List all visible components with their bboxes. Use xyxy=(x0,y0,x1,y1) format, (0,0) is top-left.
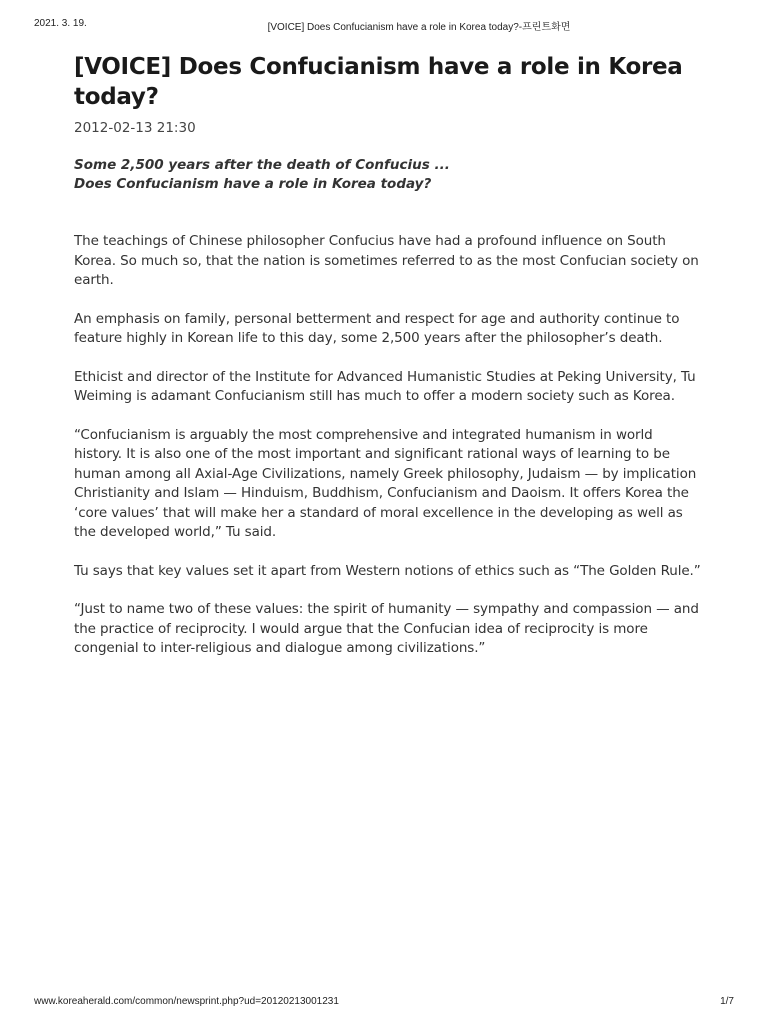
article-paragraph: Tu says that key values set it apart from Western notions of ethics such as “The Golden Rule.” xyxy=(74,562,701,579)
print-url[interactable]: www.koreaherald.com/common/newsprint.php?ud=20120213001231 xyxy=(34,996,339,1007)
print-footer xyxy=(34,996,734,1010)
article-subhead xyxy=(74,156,704,194)
article-paragraph: An emphasis on family, personal betterment and respect for age and authority continue to feature highly in Korean life to this day, some 2,500 years after the philosopher’s death. xyxy=(74,310,680,346)
print-page-title: [VOICE] Does Confucianism have a role in Korea today?-프린트화면 xyxy=(267,22,571,33)
article-headline: [VOICE] Does Confucianism have a role in Korea today? xyxy=(74,54,683,110)
article-paragraph: “Just to name two of these values: the spirit of humanity — sympathy and compassion — and the practice of reciprocity. I would argue that the Confucian idea of reciprocity is more congenial to inter-religious and dialogue among civilizations.” xyxy=(74,601,699,656)
article-body xyxy=(74,232,704,659)
article-dateline: 2012-02-13 21:30 xyxy=(74,120,196,136)
article xyxy=(74,52,704,678)
page-number: 1/7 xyxy=(720,996,734,1007)
article-subhead-line: Does Confucianism have a role in Korea today? xyxy=(74,176,432,192)
article-paragraph: “Confucianism is arguably the most comprehensive and integrated humanism in world history. It is also one of the most important and significant rational ways of learning to be human among all Axial-Age Civilizations, namely Greek philosophy, Judaism — by implication Christianity and Islam — Hinduism, Buddhism, Confucianism and Daoism. It offers Korea the ‘core values’ that will make her a standard of moral excellence in the developing as well as the developed world,” Tu said. xyxy=(74,426,697,540)
article-paragraph: Ethicist and director of the Institute for Advanced Humanistic Studies at Peking University, Tu Weiming is adamant Confucianism still has much to offer a modern society such as Korea. xyxy=(74,368,696,404)
print-header xyxy=(34,18,734,34)
print-date: 2021. 3. 19. xyxy=(34,18,87,29)
article-paragraph: The teachings of Chinese philosopher Confucius have had a profound influence on South Korea. So much so, that the nation is sometimes referred to as the most Confucian society on earth. xyxy=(74,233,699,288)
article-subhead-line: Some 2,500 years after the death of Confucius ... xyxy=(74,157,450,173)
